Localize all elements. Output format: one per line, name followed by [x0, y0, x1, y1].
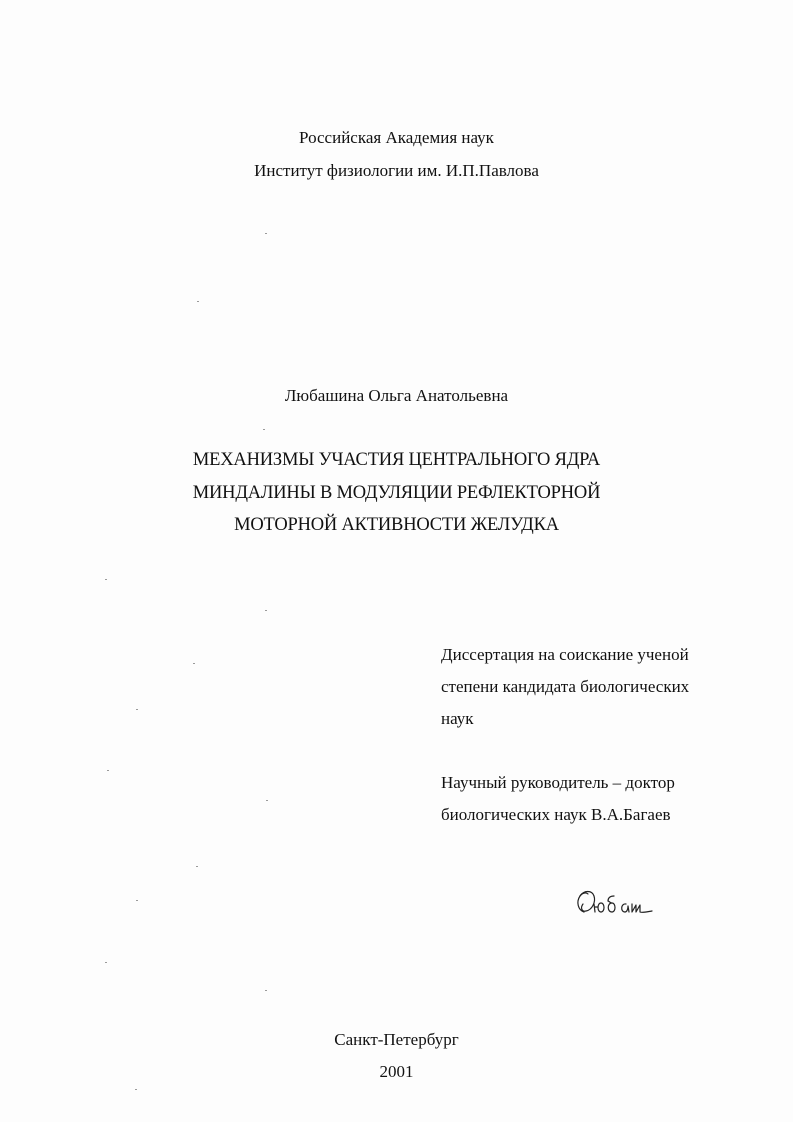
institute-name: Институт физиологии им. И.П.Павлова: [254, 161, 539, 180]
scan-speck: [266, 800, 268, 801]
scan-speck: [265, 610, 267, 611]
author-name: Любашина Ольга Анатольевна: [284, 386, 509, 405]
degree-line-1: Диссертация на соискание ученой: [441, 645, 689, 664]
scan-speck: [197, 301, 199, 302]
city: Санкт-Петербург: [334, 1030, 459, 1049]
scan-speck: [265, 233, 267, 234]
degree-line-3: наук: [441, 709, 474, 728]
scan-speck: [136, 709, 138, 710]
thesis-title-line-1: МЕХАНИЗМЫ УЧАСТИЯ ЦЕНТРАЛЬНОГО ЯДРА: [192, 450, 601, 470]
scan-speck: [196, 866, 198, 867]
scan-speck: [136, 900, 138, 901]
thesis-title-line-2: МИНДАЛИНЫ В МОДУЛЯЦИИ РЕФЛЕКТОРНОЙ: [192, 483, 601, 503]
author-signature: [574, 884, 656, 920]
scan-speck: [105, 579, 107, 580]
supervisor-line-2: биологических наук В.А.Багаев: [441, 805, 671, 824]
thesis-title-line-3: МОТОРНОЙ АКТИВНОСТИ ЖЕЛУДКА: [234, 515, 559, 535]
scan-speck: [265, 990, 267, 991]
scan-speck: [135, 1089, 137, 1090]
scan-speck: [105, 962, 107, 963]
supervisor-line-1: Научный руководитель – доктор: [441, 773, 675, 792]
academy-name: Российская Академия наук: [299, 128, 494, 147]
scan-speck: [107, 770, 109, 771]
scan-speck: [193, 663, 195, 664]
degree-line-2: степени кандидата биологических: [441, 677, 690, 696]
scan-speck: [263, 429, 265, 430]
year: 2001: [379, 1062, 414, 1081]
